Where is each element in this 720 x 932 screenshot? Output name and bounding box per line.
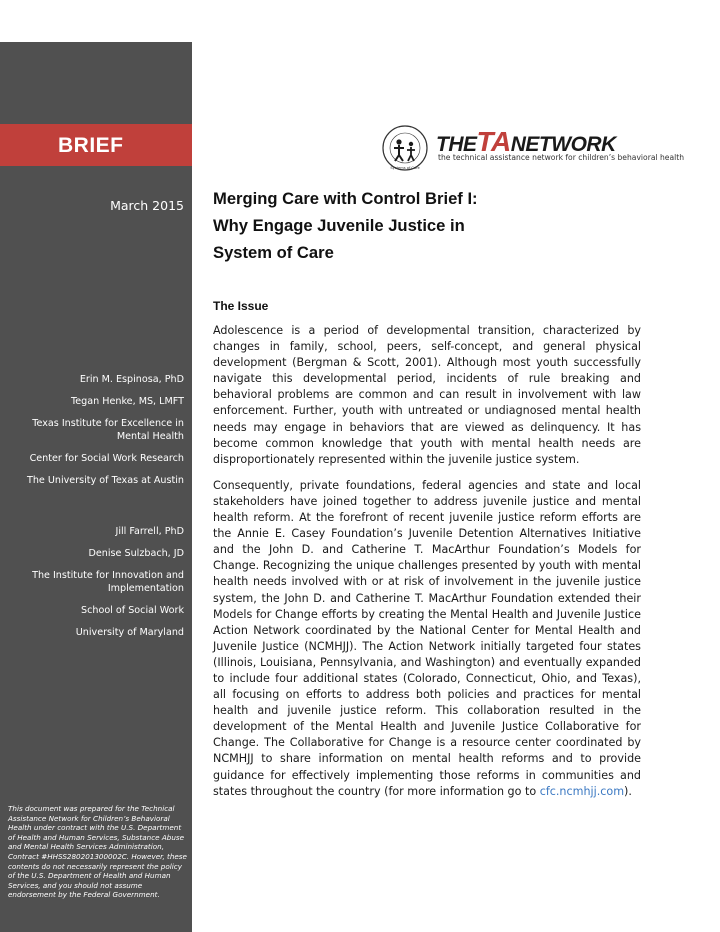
ta-network-logo [380,124,685,172]
cfc-link[interactable]: cfc.ncmhjj.com [539,784,625,798]
author-affiliation: Center for Social Work Research [29,453,184,464]
author-block-texas [0,373,184,496]
logo-tagline: the technical assistance network for children’s behavioral health [438,153,685,162]
logo-wordmark: THETANETWORK [436,126,616,157]
publication-date: March 2015 [110,198,184,213]
body-text [213,323,641,810]
svg-text:Systems of Care: Systems of Care [390,166,420,170]
document-title: Merging Care with Control Brief I: Why Engage Juvenile Justice in System of Care [213,189,478,262]
author-name: Denise Sulzbach, JD [88,548,184,559]
author-affiliation: The Institute for Innovation and Implementation [32,570,184,594]
brief-label: BRIEF [58,134,124,157]
funding-disclaimer: This document was prepared for the Technical Assistance Network for Children’s Behavioral Health under contract with the U.S. Department of Health and Human Services, Substance Abuse and Mental Health Services Administration, Contract #HHSS280201300002C. However, these contents do not necessarily represent the policy of the U.S. Department of Health and Human Services, and you should not assume endorsement by the Federal Government. [8,804,187,900]
author-affiliation: The University of Texas at Austin [26,475,184,486]
author-name: Erin M. Espinosa, PhD [79,374,184,385]
section-heading: The Issue [213,299,269,313]
author-name: Jill Farrell, PhD [115,526,184,537]
author-block-maryland [0,525,184,648]
paragraph: Adolescence is a period of developmental transition, characterized by changes in family, school, peers, self-concept, and general physical development (Bergman & Scott, 2001). Although most youth successfully navigate this developmental period, incidents of rule breaking and behavioral problems are common and can result in involvement with law enforcement. Further, youth with untreated or undiagnosed mental health needs may engage in behaviors that are viewed as delinquency. It has become common knowledge that youth with mental health needs are disproportionately represented within the juvenile justice system. [213,324,641,466]
author-affiliation: Texas Institute for Excellence in Mental Health [32,418,184,442]
systems-of-care-seal-icon [380,124,430,172]
paragraph: Consequently, private foundations, federal agencies and state and local stakeholders have joined together to address juvenile justice and mental health reform. At the forefront of recent juvenile justice reform efforts are the Annie E. Casey Foundation’s Juvenile Detention Alternatives Initiative and the John D. and Catherine T. MacArthur Foundation’s Models for Change. Recognizing the unique challenges presented by youth with mental health needs involved with or at risk of involvement in the juvenile justice system, the John D. and Catherine T. MacArthur Foundation extended their Models for Change efforts by creating the Mental Health and Juvenile Justice Action Network coordinated by the National Center for Mental Health and Juvenile Justice (NCMHJJ). The Action Network initially targeted four states (Illinois, Louisiana, Pennsylvania, and Washington) and eventually expanded to include four additional states (Colorado, Connecticut, Ohio, and Texas), all focusing on efforts to address both policies and practices for mental health and juvenile justice reform. This collaboration resulted in the development of the Mental Health and Juvenile Justice Collaborative for Change. The Collaborative for Change is a resource center coordinated by NCMHJJ to share information on mental health reforms and to provide guidance for effectively implementing those reforms in communities and states throughout the country (for more information go to cfc.ncmhjj.com). [213,478,641,798]
author-affiliation: University of Maryland [75,627,184,638]
author-name: Tegan Henke, MS, LMFT [71,396,184,407]
author-affiliation: School of Social Work [81,605,184,616]
